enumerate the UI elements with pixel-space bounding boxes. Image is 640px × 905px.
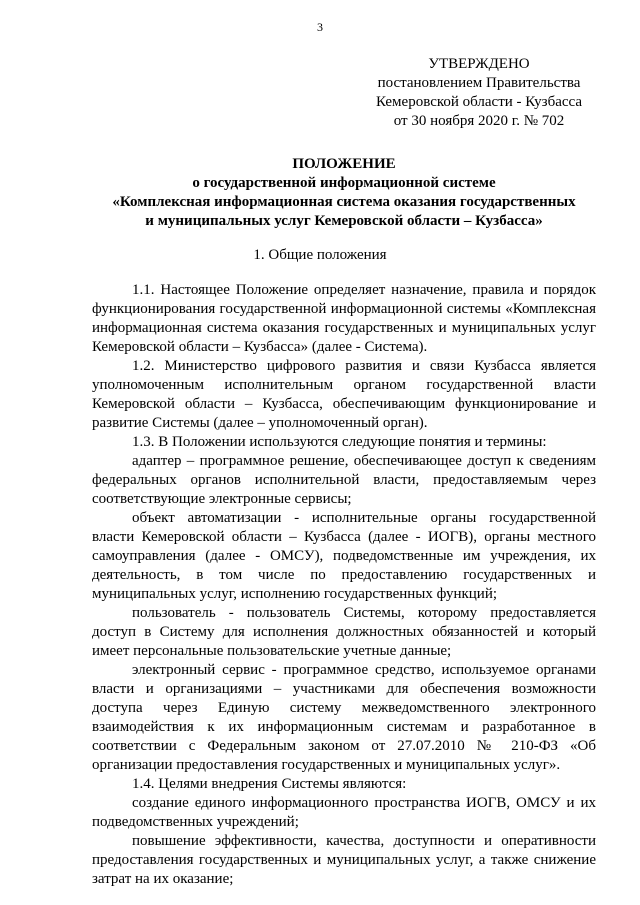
paragraph: повышение эффективности, качества, доступности и оперативности предоставления государственных и муниципальных услуг, а также снижение затрат на их оказание; [92,833,596,887]
paragraph: объект автоматизации - исполнительные органы государственной власти Кемеровской области – Кузбасса (далее - ИОГВ), органы местного самоуправления (далее - ОМСУ), подведомственные им учреждения, их деятельность, в том числе по предоставлению государственных и муниципальных услуг, исполнению государственных функций; [92,510,596,602]
title-line: «Комплексная информационная система оказания государственных [112,194,576,210]
document-body [92,281,596,889]
approval-line: УТВЕРЖДЕНО [428,56,530,72]
page-number: 3 [317,20,323,34]
approval-line: постановлением Правительства [377,75,581,91]
approval-line: Кемеровской области - Кузбасса [375,94,583,110]
paragraph: 1.1. Настоящее Положение определяет назначение, правила и порядок функционирования государственной информационной системы «Комплексная информационная система оказания государственных и муниципальных услуг Кемеровской области – Кузбасса» (далее - Система). [92,282,596,355]
paragraph: электронный сервис - программное средство, используемое органами власти и организациями – участниками для обеспечения возможности доступа через Единую систему межведомственного электронного взаимодействия к их информационным системам и разработанное в соответствии с Федеральным законом от 27.07.2010 № 210-ФЗ «Об организации предоставления государственных и муниципальных услуг». [92,662,596,773]
approval-line: от 30 ноября 2020 г. № 702 [393,113,565,129]
paragraph: создание единого информационного пространства ИОГВ, ОМСУ и их подведомственных учреждений; [92,795,596,830]
paragraph: 1.3. В Положении используются следующие понятия и термины: [132,434,547,450]
approval-block [348,55,610,131]
title-line: и муниципальных услуг Кемеровской области – Кузбасса» [145,213,543,229]
paragraph: пользователь - пользователь Системы, которому предоставляется доступ в Систему для исполнения должностных обязанностей и который имеет персональные пользовательские учетные данные; [92,605,596,659]
section-heading: 1. Общие положения [253,247,387,263]
title-line: ПОЛОЖЕНИЕ [292,156,396,172]
title-line: о государственной информационной системе [192,175,496,191]
paragraph: 1.4. Целями внедрения Системы являются: [132,776,407,792]
document-title [92,155,596,231]
paragraph: 1.2. Министерство цифрового развития и связи Кузбасса является уполномоченным исполнительным органом государственной власти Кемеровской области – Кузбасса, обеспечивающим функционирование и развитие Системы (далее – уполномоченный орган). [92,358,596,431]
paragraph: адаптер – программное решение, обеспечивающее доступ к сведениям федеральных органов исполнительной власти, предоставляемым через соответствующие электронные сервисы; [92,453,596,507]
